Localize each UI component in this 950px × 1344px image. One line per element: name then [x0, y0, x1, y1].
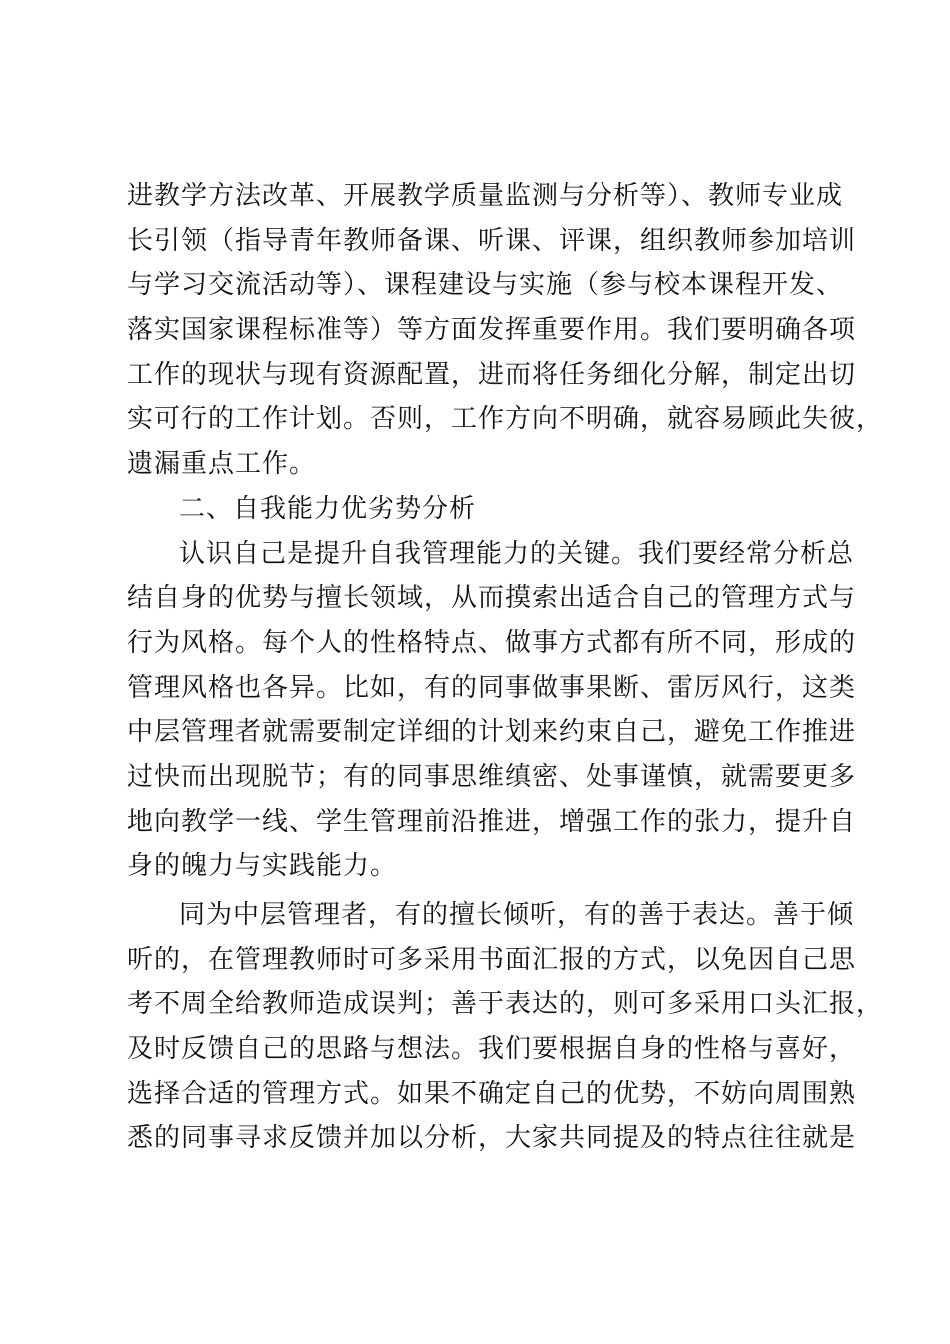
text-line: 考不周全给教师造成误判；善于表达的，则可多采用口头汇报， [127, 989, 884, 1020]
paragraph-2 [127, 893, 884, 1161]
text-line: 落实国家课程标准等）等方面发挥重要作用。我们要明确各项 [127, 315, 857, 346]
section-heading: 二、自我能力优劣势分析 [179, 493, 477, 524]
text-line: 行为风格。每个人的性格特点、做事方式都有所不同，形成的 [127, 627, 857, 658]
text-line: 过快而出现脱节；有的同事思维缜密、处事谨慎，就需要更多 [127, 761, 857, 792]
continuation-paragraph [127, 174, 884, 487]
text-line: 同为中层管理者，有的擅长倾听，有的善于表达。善于倾 [179, 900, 855, 930]
text-line: 中层管理者就需要制定详细的计划来约束自己，避免工作推进 [127, 717, 857, 748]
text-line: 进教学方法改革、开展教学质量监测与分析等）、教师专业成 [127, 181, 844, 211]
text-line: 结自身的优势与擅长领域，从而摸索出适合自己的管理方式与 [127, 583, 857, 614]
text-line: 实可行的工作计划。否则，工作方向不明确，就容易顾此失彼， [127, 404, 884, 435]
text-line: 遗漏重点工作。 [127, 449, 317, 480]
text-line: 管理风格也各异。比如，有的同事做事果断、雷厉风行，这类 [127, 672, 857, 703]
text-line: 地向教学一线、学生管理前沿推进，增强工作的张力，提升自 [127, 806, 857, 837]
text-line: 认识自己是提升自我管理能力的关键。我们要经常分析总 [179, 538, 855, 569]
text-line: 及时反馈自己的思路与想法。我们要根据自身的性格与喜好， [127, 1034, 857, 1065]
text-line: 悉的同事寻求反馈并加以分析，大家共同提及的特点往往就是 [127, 1123, 857, 1154]
text-line: 听的，在管理教师时可多采用书面汇报的方式，以免因自己思 [127, 944, 857, 975]
paragraph-1 [127, 532, 857, 890]
text-line: 选择合适的管理方式。如果不确定自己的优势，不妨向周围熟 [127, 1078, 857, 1109]
document-body [127, 174, 884, 1161]
text-line: 工作的现状与现有资源配置，进而将任务细化分解，制定出切 [127, 359, 857, 390]
text-line: 长引领（指导青年教师备课、听课、评课，组织教师参加培训 [127, 225, 857, 256]
text-line: 与学习交流活动等）、课程建设与实施（参与校本课程开发、 [127, 270, 844, 301]
text-line: 身的魄力与实践能力。 [127, 851, 398, 882]
